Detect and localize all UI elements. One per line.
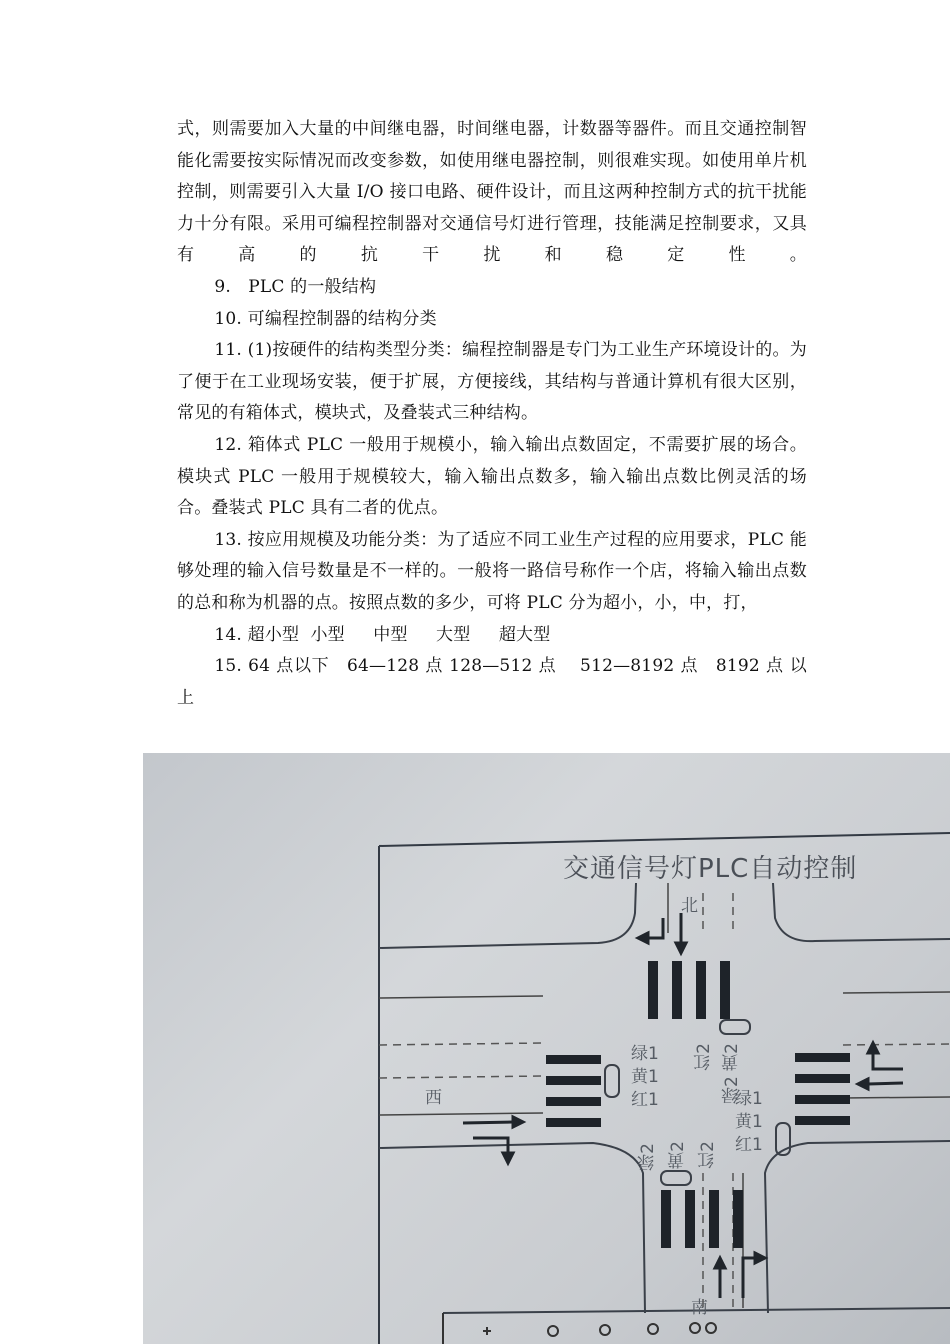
north-label: 北	[681, 896, 698, 916]
heading-9: 9. PLC 的一般结构	[214, 276, 377, 297]
paragraph-15: 15. 64 点以下 64—128 点 128—512 点 512—8192 点 8192 点 以上	[177, 656, 807, 708]
paragraph-12: 12. 箱体式 PLC 一般用于规模小，输入输出点数固定，不需要扩展的场合。模块式 PLC 一般用于规模较大，输入输出点数多，输入输出点数比例灵活的场合。叠装式 PLC 具有二者的优点。	[177, 434, 807, 519]
paragraph-11: 11. (1)按硬件的结构类型分类：编程控制器是专门为工业生产环境设计的。为了便于在工业现场安装，便于扩展，方便接线，其结构与普通计算机有很大区别，常见的有箱体式，模块式，及叠装式三种结构。	[177, 340, 807, 424]
signal-ew-lower-left: 绿2	[638, 1143, 658, 1171]
traffic-light-diagram-photo	[143, 753, 950, 1344]
heading-10: 10. 可编程控制器的结构分类	[214, 308, 437, 329]
diagram-title: 交通信号灯PLC自动控制	[563, 854, 858, 884]
intersection-drawing	[143, 753, 950, 1344]
west-label: 西	[425, 1088, 442, 1108]
signal-ew-lower-mid: 黄2	[668, 1141, 688, 1169]
south-label: 南	[691, 1298, 708, 1318]
signal-ew-right: 绿1 黄1 红1	[735, 1089, 763, 1155]
paragraph-intro: 式，则需要加入大量的中间继电器，时间继电器，计数器等器件。而且交通控制智能化需要按实际情况而改变参数，如使用继电器控制，则很难实现。如使用单片机控制，则需要引入大量 I/O 接口电路、硬件设计，而且这两种控制方式的抗干扰能力十分有限。采用可编程控制器对交通信号灯进行管理，技能满足控制要求，又具有高的抗干扰和稳定性。	[177, 119, 807, 266]
paragraph-14: 14. 超小型 小型 中型 大型 超大型	[214, 624, 551, 645]
signal-ns-left: 绿1 黄1 红1	[631, 1044, 659, 1110]
signal-ns-right: 绿2 黄2	[722, 1043, 742, 1105]
paragraph-13: 13. 按应用规模及功能分类：为了适应不同工业生产过程的应用要求，PLC 能够处理的输入信号数量是不一样的。一般将一路信号称作一个店，将输入输出点数的总和称为机器的点。按照点数的多少，可将 PLC 分为超小，小，中，打，	[177, 529, 807, 613]
document-text	[177, 114, 807, 714]
signal-ns-mid: 红2	[694, 1043, 714, 1071]
signal-ew-lower-right: 红2	[698, 1141, 718, 1169]
